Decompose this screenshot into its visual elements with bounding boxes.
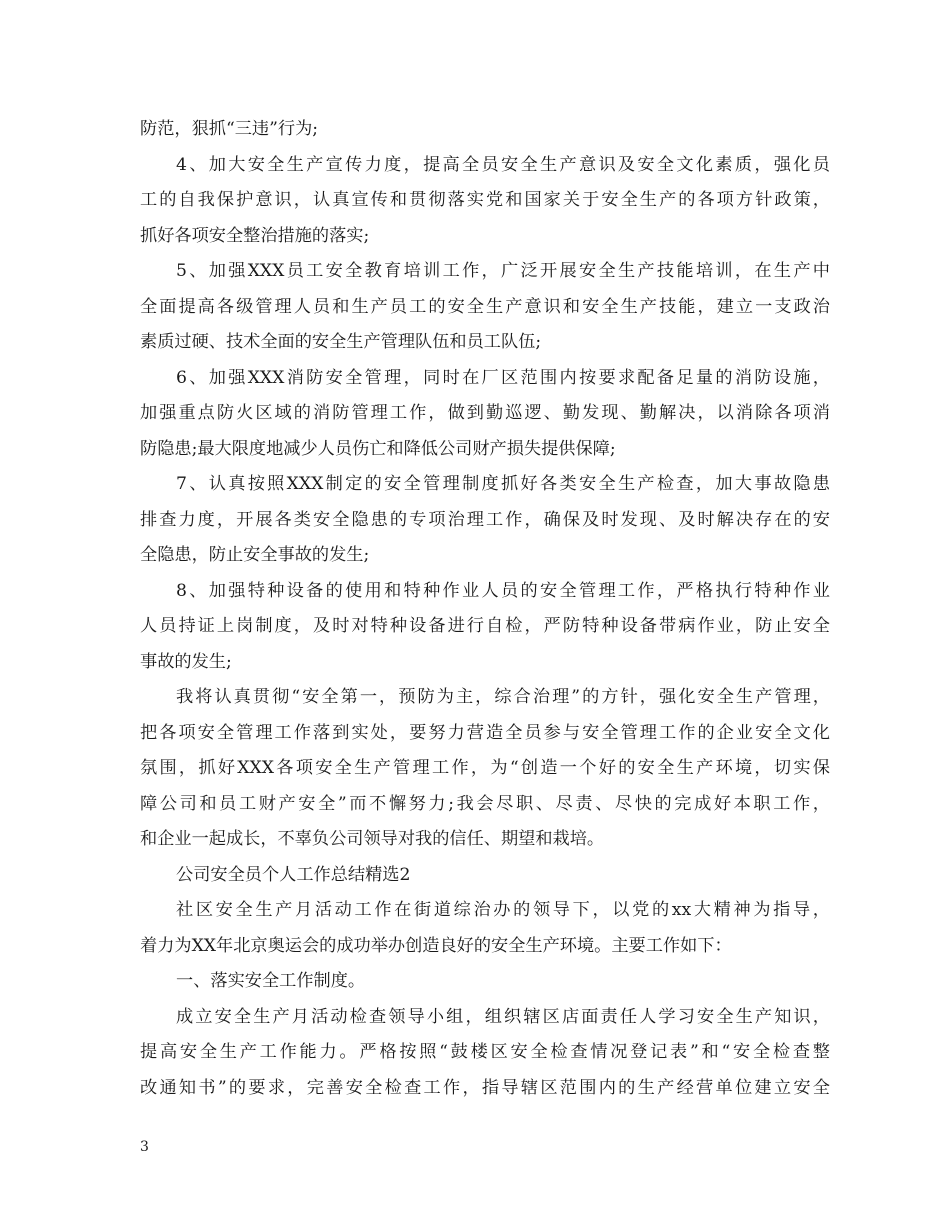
- text-line: 6、加强XXX消防安全管理，同时在厂区范围内按要求配备足量的消防设施，: [176, 367, 830, 388]
- text-line: 8、加强特种设备的使用和特种作业人员的安全管理工作，严格执行特种作业: [176, 580, 830, 601]
- text-line: 和企业一起成长，不辜负公司领导对我的信任、期望和栽培。: [140, 829, 605, 849]
- text-line: 社区安全生产月活动工作在街道综治办的领导下，以党的xx大精神为指导，: [176, 900, 830, 920]
- text-line: 工的自我保护意识，认真宣传和贯彻落实党和国家关于安全生产的各项方针政策，: [140, 190, 830, 210]
- text-line: 全隐患，防止安全事故的发生;: [140, 545, 370, 565]
- text-line: 素质过硬、技术全面的安全生产管理队伍和员工队伍;: [140, 332, 542, 352]
- text-line: 人员持证上岗制度，及时对特种设备进行自检，严防特种设备带病作业，防止安全: [140, 616, 830, 636]
- subsection-heading: 一、落实安全工作制度。: [176, 971, 366, 991]
- text-line: 氛围，抓好XXX各项安全生产管理工作，为“创造一个好的安全生产环境，切实保: [140, 758, 830, 778]
- text-line: 障公司和员工财产安全”而不懈努力;我会尽职、尽责、尽快的完成好本职工作，: [140, 793, 830, 814]
- text-line: 4、加大安全生产宣传力度，提高全员安全生产意识及安全文化素质，强化员: [176, 154, 830, 175]
- text-line: 5、加强XXX员工安全教育培训工作，广泛开展安全生产技能培训，在生产中: [176, 261, 830, 281]
- text-line: 抓好各项安全整治措施的落实;: [140, 225, 370, 246]
- text-line: 全面提高各级管理人员和生产员工的安全生产意识和安全生产技能，建立一支政治: [140, 296, 830, 317]
- text-line: 我将认真贯彻“安全第一，预防为主，综合治理”的方针，强化安全生产管理，: [176, 687, 830, 707]
- text-line: 着力为XX年北京奥运会的成功举办创造良好的安全生产环境。主要工作如下：: [140, 935, 732, 956]
- text-line: 加强重点防火区域的消防管理工作，做到勤巡逻、勤发现、勤解决，以消除各项消: [140, 403, 830, 423]
- body-text: [140, 112, 830, 1106]
- text-line: 提高安全生产工作能力。严格按照“鼓楼区安全检查情况登记表”和“安全检查整: [140, 1042, 830, 1062]
- text-line: 改通知书”的要求，完善安全检查工作，指导辖区范围内的生产经营单位建立安全: [140, 1077, 830, 1098]
- text-line: 成立安全生产月活动检查领导小组，组织辖区店面责任人学习安全生产知识，: [176, 1006, 830, 1027]
- text-line: 7、认真按照XXX制定的安全管理制度抓好各类安全生产检查，加大事故隐患: [176, 474, 830, 494]
- text-line: 排查力度，开展各类安全隐患的专项治理工作，确保及时发现、及时解决存在的安: [140, 509, 830, 530]
- section-heading: 公司安全员个人工作总结精选2: [176, 864, 411, 885]
- text-line: 把各项安全管理工作落到实处，要努力营造全员参与安全管理工作的企业安全文化: [140, 722, 830, 743]
- page-number: 3: [140, 1139, 149, 1155]
- text-line: 事故的发生;: [140, 651, 232, 672]
- text-line: 防范，狠抓“三违”行为;: [140, 119, 319, 139]
- text-line: 防隐患;最大限度地减少人员伤亡和降低公司财产损失提供保障;: [140, 438, 616, 459]
